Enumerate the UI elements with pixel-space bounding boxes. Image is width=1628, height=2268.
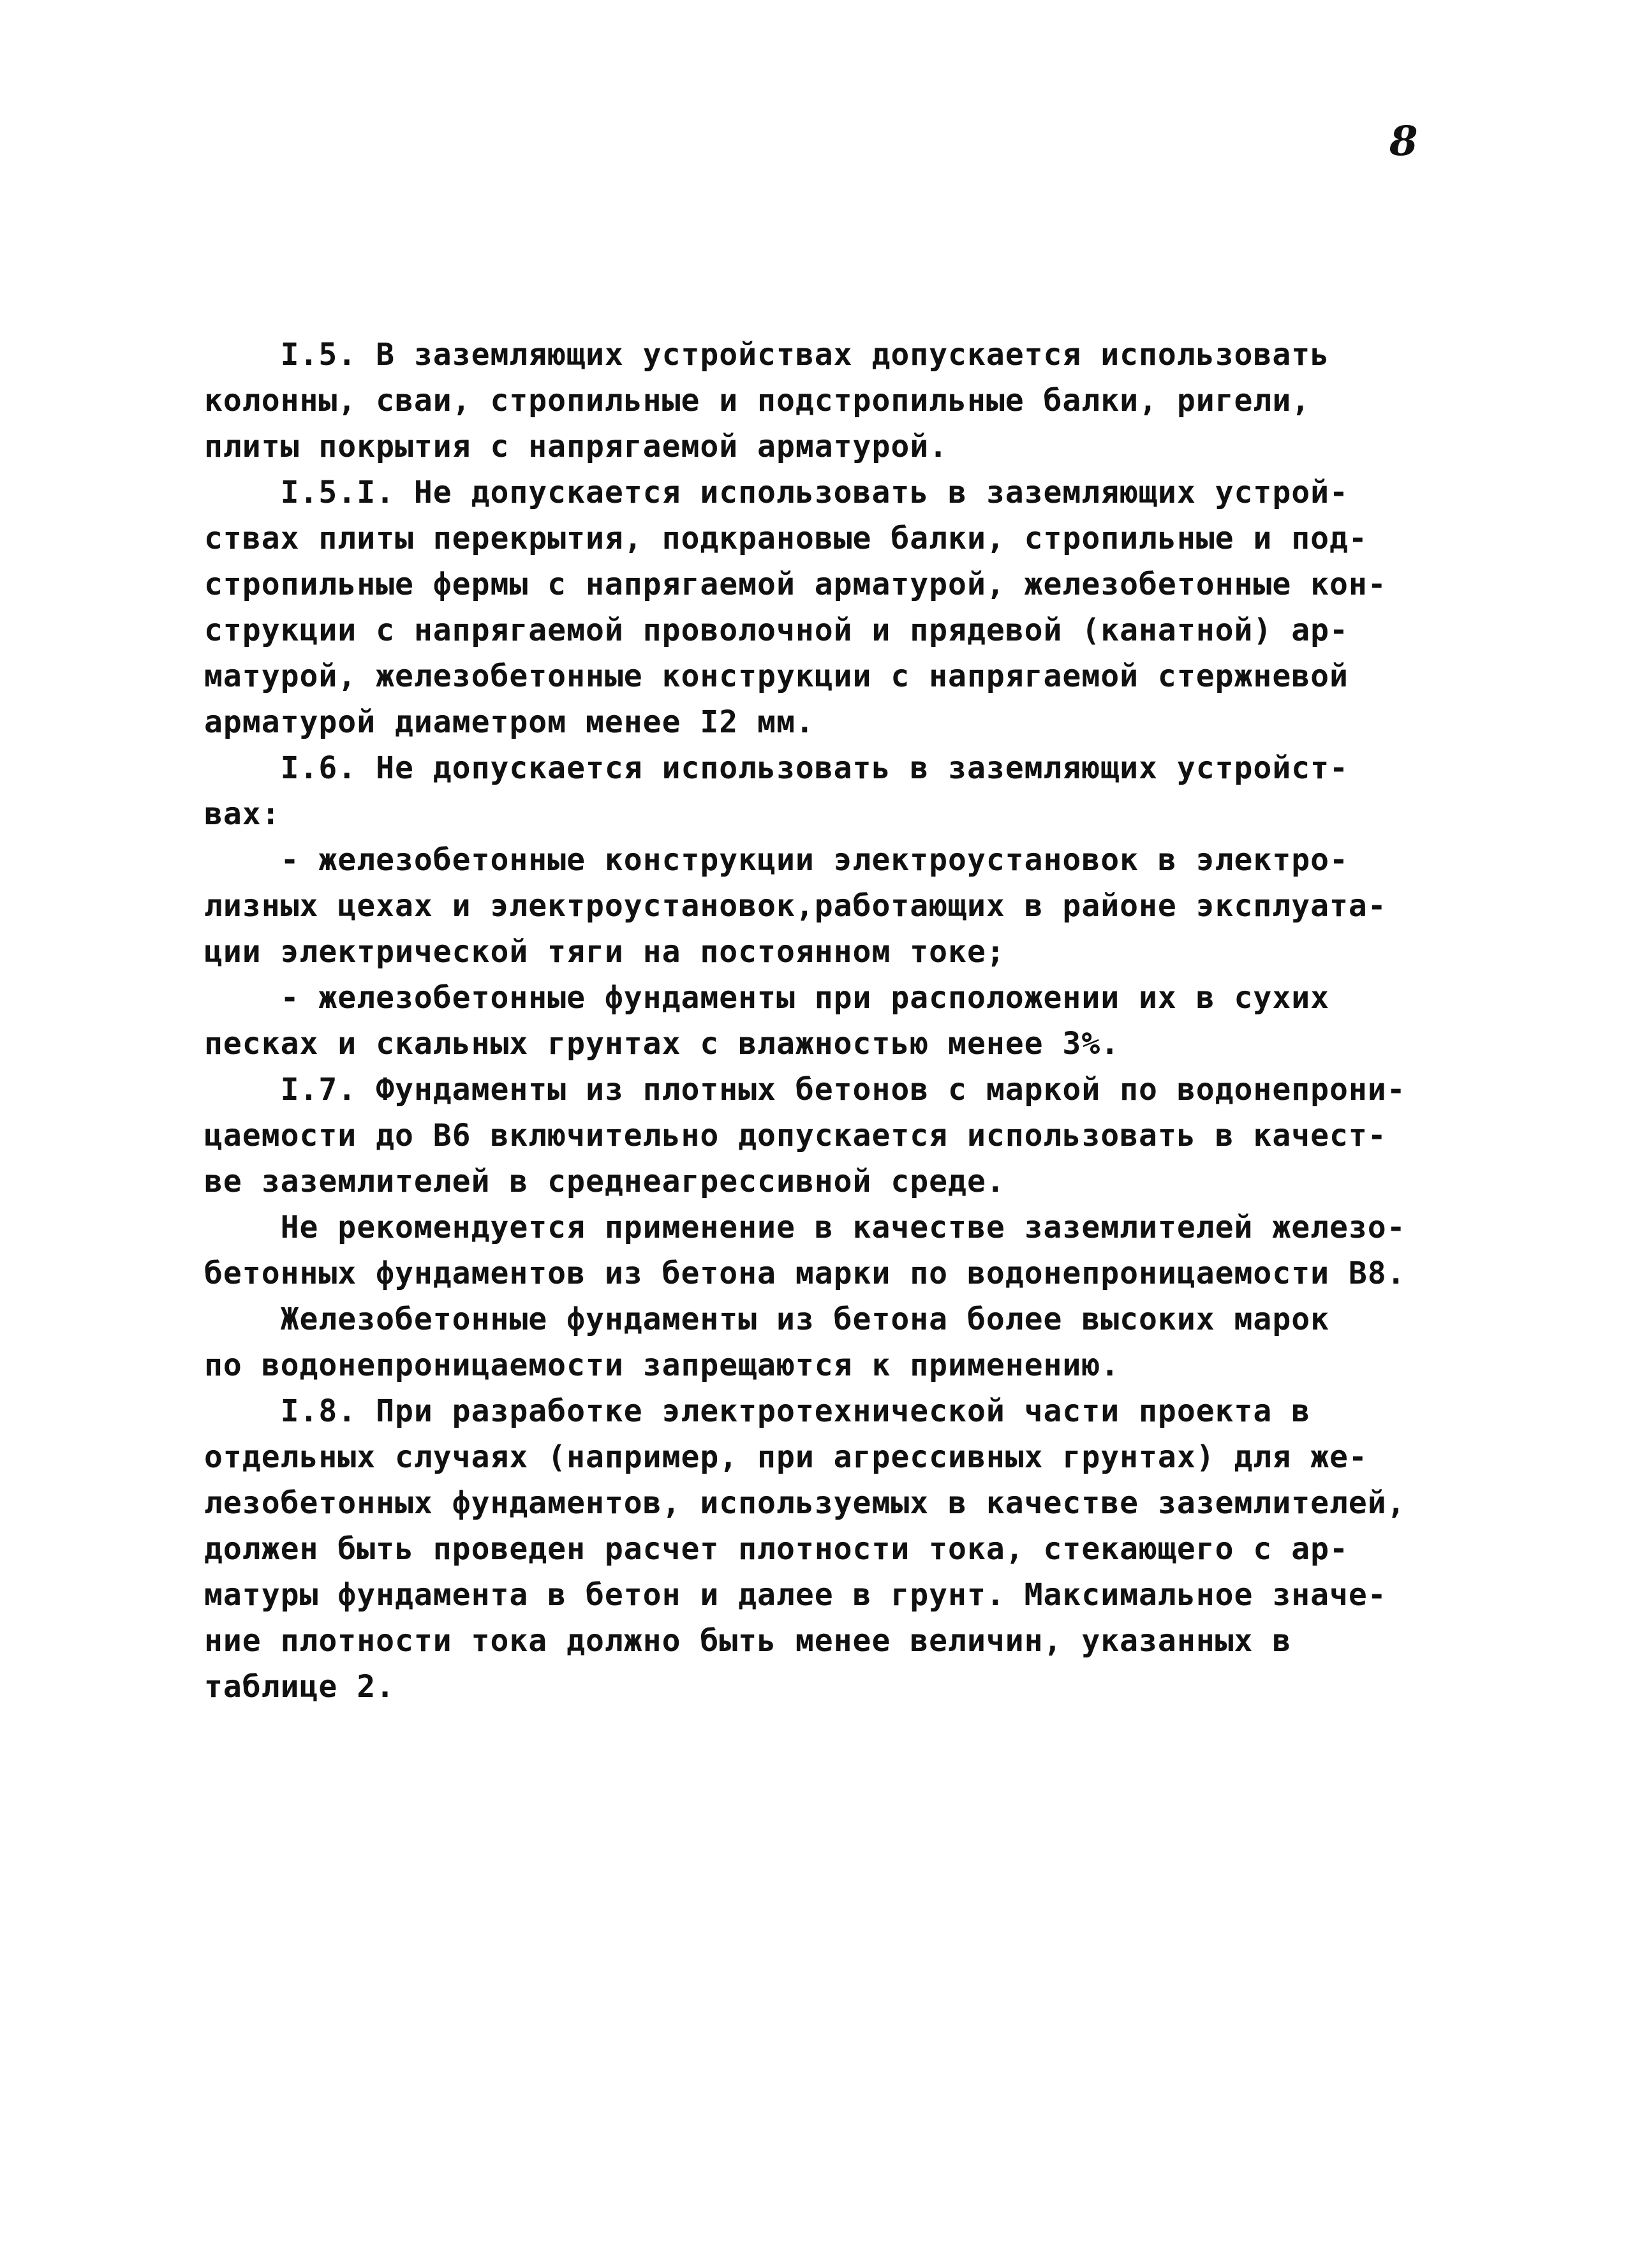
section-1-6-item-a [204,837,1454,975]
text-line: I.6. Не допускается использовать в заземляющих устройст- [204,750,1349,786]
text-line: Не рекомендуется применение в качестве заземлителей железо- [204,1210,1406,1245]
text-line: Железобетонные фундаменты из бетона более высоких марок [204,1301,1330,1337]
text-line: матурой, железобетонные конструкции с напрягаемой стержневой [204,658,1349,694]
text-line: песках и скальных грунтах с влажностью менее 3%. [204,1026,1120,1062]
text-line: ствах плиты перекрытия, подкрановые балки, стропильные и под- [204,521,1368,556]
text-line: I.5. В заземляющих устройствах допускается использовать [204,337,1330,373]
section-1-7-paragraph-b [204,1204,1454,1296]
text-line: ние плотности тока должно быть менее величин, указанных в [204,1623,1292,1659]
text-line: колонны, сваи, стропильные и подстропильные балки, ригели, [204,383,1311,419]
text-line: должен быть проведен расчет плотности тока, стекающего с ар- [204,1531,1349,1567]
section-1-8 [204,1388,1454,1710]
text-line: плиты покрытия с напрягаемой арматурой. [204,429,949,464]
section-1-6-item-b [204,975,1454,1067]
section-1-7 [204,1067,1454,1204]
text-line: цаемости до В6 включительно допускается использовать в качест- [204,1118,1387,1153]
text-line: вах: [204,796,281,832]
text-line: I.8. При разработке электротехнической части проекта в [204,1393,1311,1429]
text-line: отдельных случаях (например, при агрессивных грунтах) для же- [204,1439,1368,1475]
text-line: - железобетонные фундаменты при расположении их в сухих [204,980,1330,1016]
text-line: лезобетонных фундаментов, используемых в качестве заземлителей, [204,1485,1406,1521]
document-body [204,332,1454,1710]
text-line: таблице 2. [204,1669,395,1705]
text-line: ве заземлителей в среднеагрессивной среде. [204,1164,1005,1199]
text-line: бетонных фундаментов из бетона марки по водонепроницаемости В8. [204,1256,1406,1291]
text-line: матуры фундамента в бетон и далее в грунт. Максимальное значе- [204,1577,1387,1613]
section-1-5-1 [204,470,1454,745]
page-number: 8 [1389,117,1418,165]
section-1-5 [204,332,1454,470]
text-line: - железобетонные конструкции электроустановок в электро- [204,842,1349,878]
text-line: лизных цехах и электроустановок,работающих в районе эксплуата- [204,888,1387,924]
text-line: I.5.I. Не допускается использовать в заземляющих устрой- [204,475,1349,510]
text-line: арматурой диаметром менее I2 мм. [204,704,815,740]
text-line: струкции с напрягаемой проволочной и прядевой (канатной) ар- [204,612,1349,648]
text-line: по водонепроницаемости запрещаются к применению. [204,1347,1120,1383]
text-line: ции электрической тяги на постоянном токе; [204,934,1005,970]
section-1-7-paragraph-c [204,1296,1454,1388]
text-line: стропильные фермы с напрягаемой арматурой, железобетонные кон- [204,567,1387,602]
section-1-6 [204,745,1454,837]
text-line: I.7. Фундаменты из плотных бетонов с маркой по водонепрони- [204,1072,1406,1108]
